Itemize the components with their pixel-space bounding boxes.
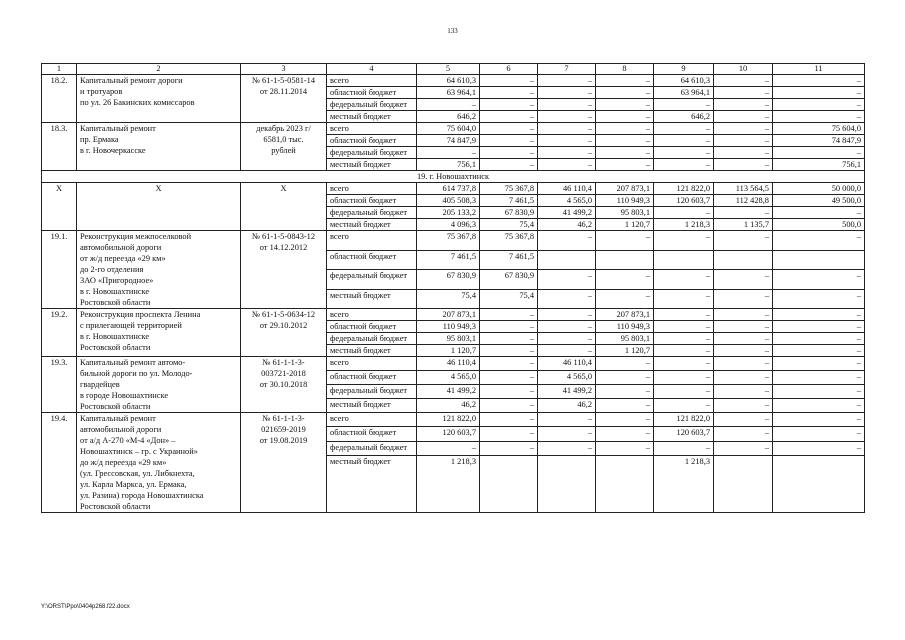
funding-source: местный бюджет: [327, 289, 417, 309]
amount-cell: –: [714, 270, 773, 290]
file-path-footer: Y:\ORST\Ppo\0404p268.f22.docx: [41, 604, 130, 610]
funding-source: областной бюджет: [327, 135, 417, 147]
amount-cell: –: [596, 289, 654, 309]
amount-cell: 95 803,1: [596, 333, 654, 345]
amount-cell: –: [596, 87, 654, 99]
amount-cell: 110 949,3: [596, 195, 654, 207]
amount-cell: [773, 250, 865, 270]
amount-cell: –: [773, 399, 865, 413]
amount-cell: –: [596, 147, 654, 159]
amount-cell: 4 565,0: [417, 371, 480, 385]
amount-cell: –: [480, 413, 538, 427]
funding-source: федеральный бюджет: [327, 207, 417, 219]
amount-cell: –: [596, 357, 654, 371]
registration-info: декабрь 2023 г/ 6581,0 тыс. рублей: [241, 123, 327, 171]
table-row: [42, 357, 865, 371]
table-row: [42, 413, 865, 427]
amount-cell: –: [596, 371, 654, 385]
amount-cell: 1 120,7: [417, 345, 480, 357]
amount-cell: –: [714, 147, 773, 159]
amount-cell: –: [714, 159, 773, 171]
funding-source: областной бюджет: [327, 250, 417, 270]
funding-source: федеральный бюджет: [327, 99, 417, 111]
amount-cell: –: [480, 345, 538, 357]
funding-source: всего: [327, 183, 417, 195]
amount-cell: 75,4: [480, 289, 538, 309]
table-row: [42, 183, 865, 195]
amount-cell: –: [773, 309, 865, 321]
amount-cell: 1 218,3: [417, 456, 480, 513]
amount-cell: –: [773, 333, 865, 345]
amount-cell: 75,4: [417, 289, 480, 309]
amount-cell: 120 603,7: [654, 427, 714, 441]
amount-cell: –: [538, 441, 596, 455]
amount-cell: –: [538, 345, 596, 357]
column-number-row: [42, 64, 865, 75]
amount-cell: –: [714, 289, 773, 309]
item-number: 19.4.: [42, 413, 77, 513]
amount-cell: 64 610,3: [417, 75, 480, 87]
amount-cell: –: [538, 427, 596, 441]
amount-cell: –: [773, 75, 865, 87]
registration-info: № 61-1-1-3- 003721-2018 от 30.10.2018: [241, 357, 327, 413]
amount-cell: –: [714, 441, 773, 455]
amount-cell: –: [538, 321, 596, 333]
amount-cell: –: [480, 427, 538, 441]
registration-info: № 61-1-5-0634-12 от 29.10.2012: [241, 309, 327, 357]
amount-cell: –: [538, 309, 596, 321]
amount-cell: 75 604,0: [417, 123, 480, 135]
amount-cell: –: [773, 371, 865, 385]
amount-cell: 95 803,1: [417, 333, 480, 345]
amount-cell: [596, 250, 654, 270]
amount-cell: [538, 250, 596, 270]
amount-cell: –: [480, 147, 538, 159]
amount-cell: [714, 250, 773, 270]
funding-source: областной бюджет: [327, 87, 417, 99]
amount-cell: –: [773, 99, 865, 111]
amount-cell: –: [538, 111, 596, 123]
funding-source: федеральный бюджет: [327, 333, 417, 345]
table-row: [42, 123, 865, 135]
amount-cell: –: [480, 371, 538, 385]
amount-cell: –: [596, 441, 654, 455]
amount-cell: 49 500,0: [773, 195, 865, 207]
column-number: 7: [538, 64, 596, 75]
amount-cell: –: [654, 159, 714, 171]
amount-cell: –: [480, 135, 538, 147]
registration-info: № 61-1-1-3- 021659-2019 от 19.08.2019: [241, 413, 327, 513]
amount-cell: 63 964,1: [417, 87, 480, 99]
amount-cell: –: [773, 270, 865, 290]
amount-cell: 46,2: [538, 219, 596, 231]
amount-cell: –: [596, 123, 654, 135]
amount-cell: 121 822,0: [417, 413, 480, 427]
item-number: 19.3.: [42, 357, 77, 413]
funding-source: всего: [327, 357, 417, 371]
amount-cell: 41 499,2: [538, 207, 596, 219]
amount-cell: –: [714, 413, 773, 427]
amount-cell: 1 135,7: [714, 219, 773, 231]
amount-cell: –: [480, 385, 538, 399]
amount-cell: 120 603,7: [417, 427, 480, 441]
amount-cell: –: [654, 357, 714, 371]
amount-cell: –: [538, 413, 596, 427]
amount-cell: 646,2: [654, 111, 714, 123]
amount-cell: 205 133,2: [417, 207, 480, 219]
amount-cell: –: [654, 270, 714, 290]
table-row: [42, 75, 865, 87]
amount-cell: –: [538, 99, 596, 111]
amount-cell: –: [714, 321, 773, 333]
amount-cell: –: [714, 231, 773, 251]
amount-cell: –: [596, 385, 654, 399]
amount-cell: –: [714, 207, 773, 219]
amount-cell: [714, 456, 773, 513]
amount-cell: [773, 456, 865, 513]
column-number: 1: [42, 64, 77, 75]
amount-cell: 112 428,8: [714, 195, 773, 207]
amount-cell: –: [596, 399, 654, 413]
amount-cell: 67 830,9: [417, 270, 480, 290]
registration-info: № 61-1-5-0843-12 от 14.12.2012: [241, 231, 327, 309]
registration-info: Х: [241, 183, 327, 231]
amount-cell: –: [773, 413, 865, 427]
item-number: Х: [42, 183, 77, 231]
amount-cell: –: [480, 123, 538, 135]
amount-cell: –: [480, 441, 538, 455]
amount-cell: 41 499,2: [538, 385, 596, 399]
amount-cell: 46,2: [417, 399, 480, 413]
amount-cell: 120 603,7: [654, 195, 714, 207]
amount-cell: 110 949,3: [417, 321, 480, 333]
amount-cell: –: [417, 147, 480, 159]
table-row: [42, 309, 865, 321]
amount-cell: –: [714, 385, 773, 399]
amount-cell: –: [654, 399, 714, 413]
amount-cell: 756,1: [417, 159, 480, 171]
amount-cell: 1 120,7: [596, 219, 654, 231]
amount-cell: –: [480, 399, 538, 413]
amount-cell: 7 461,5: [480, 250, 538, 270]
object-name: Капитальный ремонт автомобильной дороги от а/д А-270 «М-4 «Дон» – Новошахтинск – гр. с Украиной» до ж/д переезда «29 км» (ул. Грессовская, ул. Либкнехта, ул. Карла Маркса, ул. Ермака, ул. Разина) города Новошахтинска Ростовской области: [77, 413, 241, 513]
funding-source: всего: [327, 413, 417, 427]
object-name: Капитальный ремонт автомо- бильной дороги по ул. Молодо- гвардейцев в городе Новошахтинске Ростовской области: [77, 357, 241, 413]
column-number: 8: [596, 64, 654, 75]
amount-cell: –: [714, 309, 773, 321]
amount-cell: –: [714, 345, 773, 357]
funding-source: местный бюджет: [327, 456, 417, 513]
object-name: Капитальный ремонт пр. Ермака в г. Новочеркасске: [77, 123, 241, 171]
amount-cell: –: [773, 427, 865, 441]
funding-source: областной бюджет: [327, 195, 417, 207]
amount-cell: 67 830,9: [480, 207, 538, 219]
item-number: 19.2.: [42, 309, 77, 357]
amount-cell: –: [480, 357, 538, 371]
amount-cell: –: [480, 87, 538, 99]
amount-cell: –: [714, 357, 773, 371]
amount-cell: 67 830,9: [480, 270, 538, 290]
amount-cell: –: [654, 309, 714, 321]
amount-cell: [654, 250, 714, 270]
funding-source: федеральный бюджет: [327, 147, 417, 159]
amount-cell: 121 822,0: [654, 413, 714, 427]
amount-cell: –: [417, 441, 480, 455]
amount-cell: –: [596, 135, 654, 147]
amount-cell: –: [596, 75, 654, 87]
amount-cell: –: [538, 270, 596, 290]
amount-cell: [596, 456, 654, 513]
funding-source: местный бюджет: [327, 345, 417, 357]
item-number: 18.2.: [42, 75, 77, 123]
amount-cell: –: [773, 111, 865, 123]
amount-cell: –: [773, 207, 865, 219]
amount-cell: 63 964,1: [654, 87, 714, 99]
amount-cell: 75,4: [480, 219, 538, 231]
amount-cell: 614 737,8: [417, 183, 480, 195]
funding-source: всего: [327, 231, 417, 251]
amount-cell: –: [596, 427, 654, 441]
amount-cell: –: [773, 289, 865, 309]
funding-source: федеральный бюджет: [327, 385, 417, 399]
amount-cell: –: [596, 231, 654, 251]
amount-cell: –: [538, 147, 596, 159]
amount-cell: –: [654, 321, 714, 333]
column-number: 11: [773, 64, 865, 75]
amount-cell: –: [538, 289, 596, 309]
amount-cell: 50 000,0: [773, 183, 865, 195]
amount-cell: –: [538, 333, 596, 345]
amount-cell: –: [654, 207, 714, 219]
amount-cell: –: [773, 441, 865, 455]
item-number: 18.3.: [42, 123, 77, 171]
funding-source: всего: [327, 123, 417, 135]
budget-table: [41, 63, 865, 513]
amount-cell: –: [654, 333, 714, 345]
amount-cell: –: [596, 159, 654, 171]
amount-cell: –: [417, 99, 480, 111]
amount-cell: 74 847,9: [417, 135, 480, 147]
amount-cell: –: [538, 123, 596, 135]
amount-cell: 75 604,0: [773, 123, 865, 135]
amount-cell: –: [773, 345, 865, 357]
amount-cell: –: [538, 87, 596, 99]
column-number: 9: [654, 64, 714, 75]
amount-cell: –: [596, 270, 654, 290]
amount-cell: 4 565,0: [538, 371, 596, 385]
amount-cell: 46 110,4: [417, 357, 480, 371]
table-row: [42, 231, 865, 251]
column-number: 3: [241, 64, 327, 75]
amount-cell: –: [714, 87, 773, 99]
amount-cell: 1 218,3: [654, 456, 714, 513]
funding-source: федеральный бюджет: [327, 441, 417, 455]
amount-cell: 207 873,1: [596, 309, 654, 321]
amount-cell: –: [714, 371, 773, 385]
section-title: 19. г. Новошахтинск: [42, 171, 865, 183]
amount-cell: –: [773, 321, 865, 333]
funding-source: областной бюджет: [327, 371, 417, 385]
amount-cell: –: [538, 135, 596, 147]
amount-cell: 207 873,1: [596, 183, 654, 195]
amount-cell: –: [480, 99, 538, 111]
amount-cell: –: [538, 75, 596, 87]
amount-cell: –: [714, 75, 773, 87]
amount-cell: –: [714, 99, 773, 111]
funding-source: всего: [327, 75, 417, 87]
amount-cell: 7 461,5: [480, 195, 538, 207]
amount-cell: –: [538, 159, 596, 171]
amount-cell: 110 949,3: [596, 321, 654, 333]
amount-cell: –: [773, 87, 865, 99]
amount-cell: 95 803,1: [596, 207, 654, 219]
amount-cell: –: [654, 289, 714, 309]
item-number: 19.1.: [42, 231, 77, 309]
amount-cell: –: [480, 111, 538, 123]
amount-cell: 64 610,3: [654, 75, 714, 87]
amount-cell: 4 565,0: [538, 195, 596, 207]
amount-cell: 74 847,9: [773, 135, 865, 147]
amount-cell: 1 120,7: [596, 345, 654, 357]
amount-cell: –: [714, 427, 773, 441]
amount-cell: –: [654, 99, 714, 111]
amount-cell: –: [480, 159, 538, 171]
amount-cell: –: [480, 309, 538, 321]
amount-cell: 405 508,3: [417, 195, 480, 207]
amount-cell: 646,2: [417, 111, 480, 123]
amount-cell: 41 499,2: [417, 385, 480, 399]
amount-cell: 756,1: [773, 159, 865, 171]
amount-cell: [480, 456, 538, 513]
funding-source: местный бюджет: [327, 399, 417, 413]
amount-cell: –: [714, 111, 773, 123]
amount-cell: –: [480, 75, 538, 87]
funding-source: федеральный бюджет: [327, 270, 417, 290]
amount-cell: 75 367,8: [417, 231, 480, 251]
amount-cell: –: [480, 333, 538, 345]
column-number: 10: [714, 64, 773, 75]
amount-cell: –: [714, 399, 773, 413]
amount-cell: –: [773, 231, 865, 251]
amount-cell: –: [654, 385, 714, 399]
amount-cell: 7 461,5: [417, 250, 480, 270]
amount-cell: –: [773, 385, 865, 399]
column-number: 5: [417, 64, 480, 75]
amount-cell: 4 096,3: [417, 219, 480, 231]
amount-cell: –: [654, 231, 714, 251]
amount-cell: 46,2: [538, 399, 596, 413]
funding-source: местный бюджет: [327, 111, 417, 123]
amount-cell: –: [654, 147, 714, 159]
amount-cell: 46 110,4: [538, 357, 596, 371]
amount-cell: 46 110,4: [538, 183, 596, 195]
amount-cell: –: [596, 413, 654, 427]
amount-cell: –: [538, 231, 596, 251]
column-number: 4: [327, 64, 417, 75]
amount-cell: 1 218,3: [654, 219, 714, 231]
amount-cell: –: [714, 333, 773, 345]
amount-cell: –: [480, 321, 538, 333]
amount-cell: 121 822,0: [654, 183, 714, 195]
column-number: 6: [480, 64, 538, 75]
registration-info: № 61-1-5-0581-14 от 28.11.2014: [241, 75, 327, 123]
funding-source: областной бюджет: [327, 427, 417, 441]
amount-cell: 207 873,1: [417, 309, 480, 321]
amount-cell: 75 367,8: [480, 231, 538, 251]
amount-cell: –: [714, 123, 773, 135]
amount-cell: –: [596, 111, 654, 123]
amount-cell: –: [714, 135, 773, 147]
amount-cell: –: [654, 441, 714, 455]
amount-cell: –: [654, 123, 714, 135]
amount-cell: 500,0: [773, 219, 865, 231]
object-name: Капитальный ремонт дороги и тротуаров по ул. 26 Бакинских комиссаров: [77, 75, 241, 123]
funding-source: местный бюджет: [327, 159, 417, 171]
amount-cell: 113 564,5: [714, 183, 773, 195]
amount-cell: 75 367,8: [480, 183, 538, 195]
column-number: 2: [77, 64, 241, 75]
amount-cell: –: [773, 147, 865, 159]
object-name: Х: [77, 183, 241, 231]
amount-cell: –: [654, 135, 714, 147]
funding-source: областной бюджет: [327, 321, 417, 333]
object-name: Реконструкция проспекта Ленина с прилегающей территорией в г. Новошахтинске Ростовской области: [77, 309, 241, 357]
section-row: [42, 171, 865, 183]
funding-source: всего: [327, 309, 417, 321]
object-name: Реконструкция межпоселковой автомобильной дороги от ж/д переезда «29 км» до 2-го отделения ЗАО «Пригородное» в г. Новошахтинске Ростовской области: [77, 231, 241, 309]
amount-cell: –: [654, 345, 714, 357]
funding-source: местный бюджет: [327, 219, 417, 231]
amount-cell: –: [596, 99, 654, 111]
page-number: 133: [447, 27, 458, 35]
amount-cell: –: [773, 357, 865, 371]
amount-cell: –: [654, 371, 714, 385]
amount-cell: [538, 456, 596, 513]
